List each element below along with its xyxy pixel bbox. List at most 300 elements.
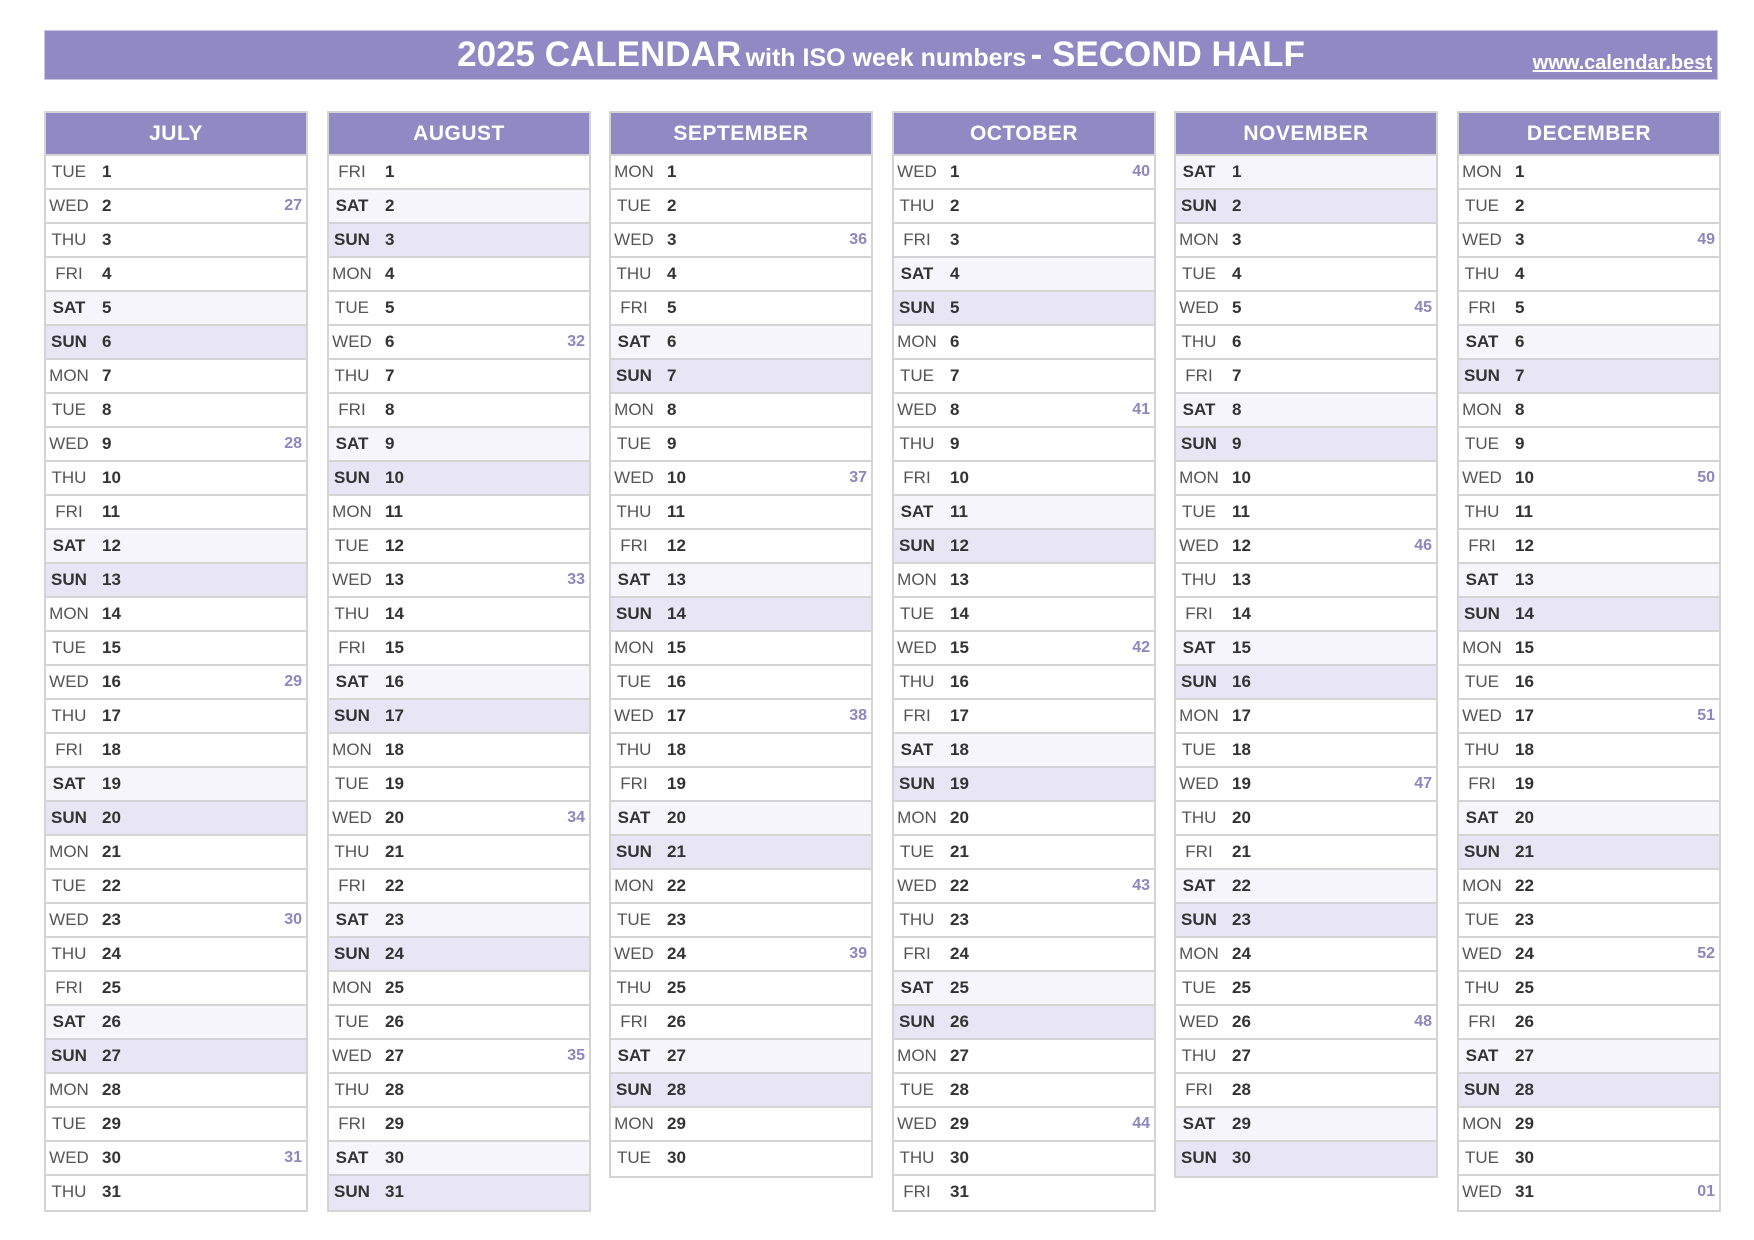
day-row: [894, 802, 1154, 836]
day-number: 16: [1232, 672, 1251, 691]
weekday-label: SUN: [51, 808, 87, 827]
title-year: 2025 CALENDAR: [457, 35, 742, 74]
weekday-label: THU: [1181, 808, 1217, 827]
day-number: 5: [385, 298, 395, 317]
day-number: 19: [1515, 774, 1534, 793]
weekday-label: TUE: [617, 196, 651, 215]
week-number: 32: [567, 333, 585, 350]
day-number: 13: [950, 570, 969, 589]
day-number: 15: [102, 638, 121, 657]
day-row: [1459, 768, 1719, 802]
day-number: 5: [1515, 298, 1525, 317]
week-number: 49: [1697, 231, 1715, 248]
weekday-label: WED: [614, 468, 654, 487]
day-row: [1176, 462, 1436, 496]
day-number: 27: [667, 1046, 686, 1065]
weekday-label: THU: [899, 196, 935, 215]
day-number: 31: [1515, 1182, 1534, 1201]
weekday-label: SUN: [899, 536, 935, 555]
day-number: 23: [102, 910, 121, 929]
weekday-label: MON: [1462, 638, 1502, 657]
day-number: 30: [385, 1148, 404, 1167]
day-row: [1459, 156, 1719, 190]
day-row: [1176, 224, 1436, 258]
day-number: 25: [1515, 978, 1534, 997]
day-row: [894, 836, 1154, 870]
day-row: [1176, 870, 1436, 904]
weekday-label: MON: [332, 740, 372, 759]
day-number: 25: [102, 978, 121, 997]
day-number: 10: [1232, 468, 1251, 487]
day-number: 25: [385, 978, 404, 997]
weekday-label: TUE: [335, 298, 369, 317]
week-number: 28: [284, 435, 302, 452]
day-row: [329, 734, 589, 768]
day-row: [611, 972, 871, 1006]
day-row: [1176, 734, 1436, 768]
day-row: [1459, 1040, 1719, 1074]
day-row: [894, 1006, 1154, 1040]
day-number: 15: [950, 638, 969, 657]
day-row: [1459, 530, 1719, 564]
day-number: 29: [102, 1114, 121, 1133]
day-row: [1176, 360, 1436, 394]
day-row: [894, 428, 1154, 462]
day-row: [46, 428, 306, 462]
day-row: [46, 802, 306, 836]
weekday-label: MON: [897, 808, 937, 827]
day-row: [46, 700, 306, 734]
day-number: 6: [385, 332, 395, 351]
day-number: 5: [950, 298, 960, 317]
weekday-label: FRI: [338, 876, 366, 895]
day-row: [611, 156, 871, 190]
day-number: 12: [667, 536, 686, 555]
day-row: [894, 1142, 1154, 1176]
day-number: 22: [102, 876, 121, 895]
month-header: AUGUST: [329, 113, 589, 156]
day-row: [894, 156, 1154, 190]
weekday-label: SUN: [899, 298, 935, 317]
weekday-label: THU: [334, 1080, 370, 1099]
day-number: 1: [385, 162, 395, 181]
weekday-label: MON: [614, 400, 654, 419]
weekday-label: WED: [332, 332, 372, 351]
day-number: 10: [950, 468, 969, 487]
day-number: 28: [102, 1080, 121, 1099]
day-row: [894, 700, 1154, 734]
day-row: [46, 768, 306, 802]
weekday-label: SUN: [899, 774, 935, 793]
day-number: 18: [667, 740, 686, 759]
day-row: [611, 870, 871, 904]
day-number: 4: [385, 264, 395, 283]
day-number: 28: [1515, 1080, 1534, 1099]
day-number: 16: [1515, 672, 1534, 691]
day-row: [894, 190, 1154, 224]
day-row: [329, 598, 589, 632]
weekday-label: TUE: [900, 1080, 934, 1099]
weekday-label: TUE: [1465, 910, 1499, 929]
day-number: 7: [1232, 366, 1242, 385]
day-row: [611, 428, 871, 462]
weekday-label: SAT: [1465, 332, 1499, 351]
day-number: 22: [667, 876, 686, 895]
weekday-label: TUE: [52, 876, 86, 895]
day-number: 24: [1232, 944, 1251, 963]
weekday-label: FRI: [903, 944, 931, 963]
day-number: 15: [667, 638, 686, 657]
weekday-label: FRI: [1468, 536, 1496, 555]
weekday-label: THU: [334, 604, 370, 623]
day-row: [329, 972, 589, 1006]
day-number: 21: [385, 842, 404, 861]
day-number: 8: [385, 400, 395, 419]
day-row: [46, 1074, 306, 1108]
weekday-label: SAT: [900, 978, 934, 997]
day-number: 14: [950, 604, 969, 623]
day-row: [1176, 530, 1436, 564]
day-row: [329, 904, 589, 938]
month-october: [892, 111, 1156, 1212]
month-header: DECEMBER: [1459, 113, 1719, 156]
day-number: 14: [1232, 604, 1251, 623]
week-number: 34: [567, 809, 585, 826]
weekday-label: TUE: [1182, 740, 1216, 759]
weekday-label: THU: [616, 502, 652, 521]
day-number: 20: [1232, 808, 1251, 827]
day-number: 19: [385, 774, 404, 793]
day-number: 31: [385, 1182, 404, 1201]
day-row: [611, 802, 871, 836]
weekday-label: SUN: [1181, 910, 1217, 929]
weekday-label: WED: [1179, 298, 1219, 317]
day-number: 29: [1515, 1114, 1534, 1133]
day-number: 22: [1515, 876, 1534, 895]
day-row: [329, 768, 589, 802]
day-row: [1176, 598, 1436, 632]
day-row: [329, 632, 589, 666]
weekday-label: WED: [1179, 774, 1219, 793]
day-row: [1176, 258, 1436, 292]
day-number: 31: [102, 1182, 121, 1201]
day-number: 22: [1232, 876, 1251, 895]
weekday-label: MON: [49, 366, 89, 385]
weekday-label: SAT: [1182, 876, 1216, 895]
week-number: 43: [1132, 877, 1150, 894]
weekday-label: TUE: [52, 400, 86, 419]
day-number: 21: [667, 842, 686, 861]
weekday-label: SUN: [334, 706, 370, 725]
weekday-label: THU: [616, 740, 652, 759]
day-row: [611, 462, 871, 496]
day-row: [46, 394, 306, 428]
day-row: [46, 938, 306, 972]
day-row: [611, 530, 871, 564]
day-row: [1176, 394, 1436, 428]
day-row: [894, 734, 1154, 768]
day-number: 13: [1232, 570, 1251, 589]
day-row: [1459, 666, 1719, 700]
day-row: [46, 1006, 306, 1040]
day-number: 16: [102, 672, 121, 691]
month-header: SEPTEMBER: [611, 113, 871, 156]
day-number: 27: [1232, 1046, 1251, 1065]
day-number: 3: [1232, 230, 1242, 249]
day-row: [1176, 156, 1436, 190]
day-number: 6: [950, 332, 960, 351]
weekday-label: TUE: [900, 842, 934, 861]
day-number: 24: [667, 944, 686, 963]
day-number: 6: [667, 332, 677, 351]
day-row: [46, 258, 306, 292]
day-row: [611, 1074, 871, 1108]
weekday-label: SAT: [1182, 638, 1216, 657]
day-row: [1459, 190, 1719, 224]
day-row: [1459, 836, 1719, 870]
day-number: 27: [385, 1046, 404, 1065]
day-row: [611, 190, 871, 224]
day-number: 17: [1515, 706, 1534, 725]
day-row: [1176, 1040, 1436, 1074]
day-row: [329, 938, 589, 972]
day-row: [329, 292, 589, 326]
day-number: 7: [667, 366, 677, 385]
day-number: 29: [1232, 1114, 1251, 1133]
day-number: 11: [1232, 502, 1250, 521]
day-row: [329, 224, 589, 258]
day-number: 13: [1515, 570, 1534, 589]
weekday-label: FRI: [55, 740, 83, 759]
day-number: 15: [385, 638, 404, 657]
day-row: [46, 496, 306, 530]
day-row: [1459, 224, 1719, 258]
weekday-label: SAT: [900, 740, 934, 759]
month-header: OCTOBER: [894, 113, 1154, 156]
day-row: [894, 938, 1154, 972]
weekday-label: FRI: [338, 400, 366, 419]
title-subtitle: with ISO week numbers: [745, 44, 1027, 72]
day-row: [894, 1108, 1154, 1142]
day-row: [1459, 632, 1719, 666]
day-number: 28: [1232, 1080, 1251, 1099]
weekday-label: THU: [51, 1182, 87, 1201]
weekday-label: THU: [616, 978, 652, 997]
weekday-label: SUN: [334, 1182, 370, 1201]
day-number: 7: [385, 366, 395, 385]
day-number: 14: [385, 604, 404, 623]
day-number: 21: [1232, 842, 1251, 861]
day-row: [46, 1176, 306, 1210]
day-row: [1176, 836, 1436, 870]
day-number: 10: [1515, 468, 1534, 487]
day-row: [329, 530, 589, 564]
week-number: 37: [849, 469, 867, 486]
day-row: [329, 1108, 589, 1142]
weekday-label: THU: [1464, 978, 1500, 997]
day-row: [1176, 700, 1436, 734]
day-row: [1176, 802, 1436, 836]
day-number: 11: [102, 502, 120, 521]
day-row: [1459, 734, 1719, 768]
day-row: [1176, 190, 1436, 224]
day-row: [894, 632, 1154, 666]
weekday-label: SAT: [1182, 400, 1216, 419]
weekday-label: TUE: [1465, 434, 1499, 453]
weekday-label: FRI: [338, 162, 366, 181]
week-number: 39: [849, 945, 867, 962]
day-row: [611, 598, 871, 632]
weekday-label: SAT: [1465, 808, 1499, 827]
month-header: NOVEMBER: [1176, 113, 1436, 156]
day-number: 13: [102, 570, 121, 589]
weekday-label: TUE: [52, 638, 86, 657]
weekday-label: FRI: [55, 502, 83, 521]
day-row: [46, 462, 306, 496]
day-row: [1459, 1176, 1719, 1210]
site-link[interactable]: www.calendar.best: [1532, 52, 1712, 74]
week-number: 27: [284, 197, 302, 214]
day-number: 7: [1515, 366, 1525, 385]
day-row: [611, 1040, 871, 1074]
weekday-label: SUN: [616, 1080, 652, 1099]
day-number: 9: [667, 434, 677, 453]
day-number: 14: [667, 604, 686, 623]
weekday-label: FRI: [620, 298, 648, 317]
weekday-label: MON: [1179, 706, 1219, 725]
day-number: 26: [667, 1012, 686, 1031]
weekday-label: THU: [1464, 740, 1500, 759]
day-row: [1176, 972, 1436, 1006]
day-number: 4: [1232, 264, 1242, 283]
day-number: 30: [1515, 1148, 1534, 1167]
day-row: [894, 1176, 1154, 1210]
weekday-label: FRI: [620, 536, 648, 555]
day-number: 26: [385, 1012, 404, 1031]
day-row: [894, 258, 1154, 292]
day-row: [329, 462, 589, 496]
week-number: 01: [1697, 1183, 1715, 1200]
day-row: [46, 190, 306, 224]
week-number: 45: [1414, 299, 1432, 316]
day-row: [1459, 972, 1719, 1006]
day-number: 6: [102, 332, 112, 351]
day-number: 24: [1515, 944, 1534, 963]
day-row: [46, 836, 306, 870]
day-number: 9: [950, 434, 960, 453]
day-number: 10: [102, 468, 121, 487]
day-number: 21: [1515, 842, 1534, 861]
weekday-label: TUE: [617, 1148, 651, 1167]
day-number: 19: [102, 774, 121, 793]
day-row: [611, 360, 871, 394]
weekday-label: MON: [897, 570, 937, 589]
week-number: 44: [1132, 1115, 1150, 1132]
day-number: 8: [950, 400, 960, 419]
day-number: 16: [667, 672, 686, 691]
month-september: [609, 111, 873, 1178]
day-number: 14: [102, 604, 121, 623]
day-row: [1176, 326, 1436, 360]
weekday-label: TUE: [1182, 264, 1216, 283]
day-number: 27: [950, 1046, 969, 1065]
day-number: 26: [1515, 1012, 1534, 1031]
day-number: 17: [1232, 706, 1251, 725]
day-row: [329, 564, 589, 598]
weekday-label: MON: [1462, 400, 1502, 419]
weekday-label: WED: [332, 570, 372, 589]
weekday-label: SUN: [51, 1046, 87, 1065]
weekday-label: TUE: [617, 910, 651, 929]
weekday-label: SUN: [51, 570, 87, 589]
day-row: [46, 530, 306, 564]
day-row: [611, 1108, 871, 1142]
day-row: [611, 768, 871, 802]
day-number: 2: [1232, 196, 1242, 215]
day-row: [611, 224, 871, 258]
weekday-label: SAT: [335, 434, 369, 453]
day-number: 21: [950, 842, 969, 861]
day-number: 12: [1515, 536, 1534, 555]
day-number: 8: [1515, 400, 1525, 419]
day-row: [329, 394, 589, 428]
weekday-label: WED: [332, 1046, 372, 1065]
weekday-label: WED: [49, 1148, 89, 1167]
week-number: 38: [849, 707, 867, 724]
day-row: [1459, 904, 1719, 938]
weekday-label: THU: [51, 230, 87, 249]
day-number: 28: [385, 1080, 404, 1099]
day-number: 17: [950, 706, 969, 725]
day-row: [329, 802, 589, 836]
day-number: 27: [1515, 1046, 1534, 1065]
weekday-label: SAT: [1182, 162, 1216, 181]
weekday-label: MON: [49, 1080, 89, 1099]
weekday-label: SAT: [52, 536, 86, 555]
weekday-label: SUN: [1464, 1080, 1500, 1099]
weekday-label: WED: [1462, 468, 1502, 487]
day-number: 11: [950, 502, 968, 521]
day-number: 10: [667, 468, 686, 487]
day-number: 12: [1232, 536, 1251, 555]
day-row: [329, 258, 589, 292]
day-row: [1176, 428, 1436, 462]
day-row: [611, 904, 871, 938]
day-row: [1459, 802, 1719, 836]
day-row: [1176, 1108, 1436, 1142]
day-number: 30: [667, 1148, 686, 1167]
day-number: 20: [950, 808, 969, 827]
day-number: 25: [1232, 978, 1251, 997]
day-number: 5: [102, 298, 112, 317]
weekday-label: WED: [897, 638, 937, 657]
day-number: 1: [1232, 162, 1242, 181]
day-number: 23: [1515, 910, 1534, 929]
day-row: [1459, 564, 1719, 598]
day-number: 22: [385, 876, 404, 895]
weekday-label: TUE: [900, 366, 934, 385]
weekday-label: WED: [49, 672, 89, 691]
day-number: 8: [667, 400, 677, 419]
day-number: 20: [385, 808, 404, 827]
day-number: 9: [1515, 434, 1525, 453]
weekday-label: SAT: [617, 808, 651, 827]
day-number: 5: [667, 298, 677, 317]
weekday-label: FRI: [338, 638, 366, 657]
weekday-label: FRI: [620, 1012, 648, 1031]
day-row: [1176, 632, 1436, 666]
day-row: [1459, 870, 1719, 904]
